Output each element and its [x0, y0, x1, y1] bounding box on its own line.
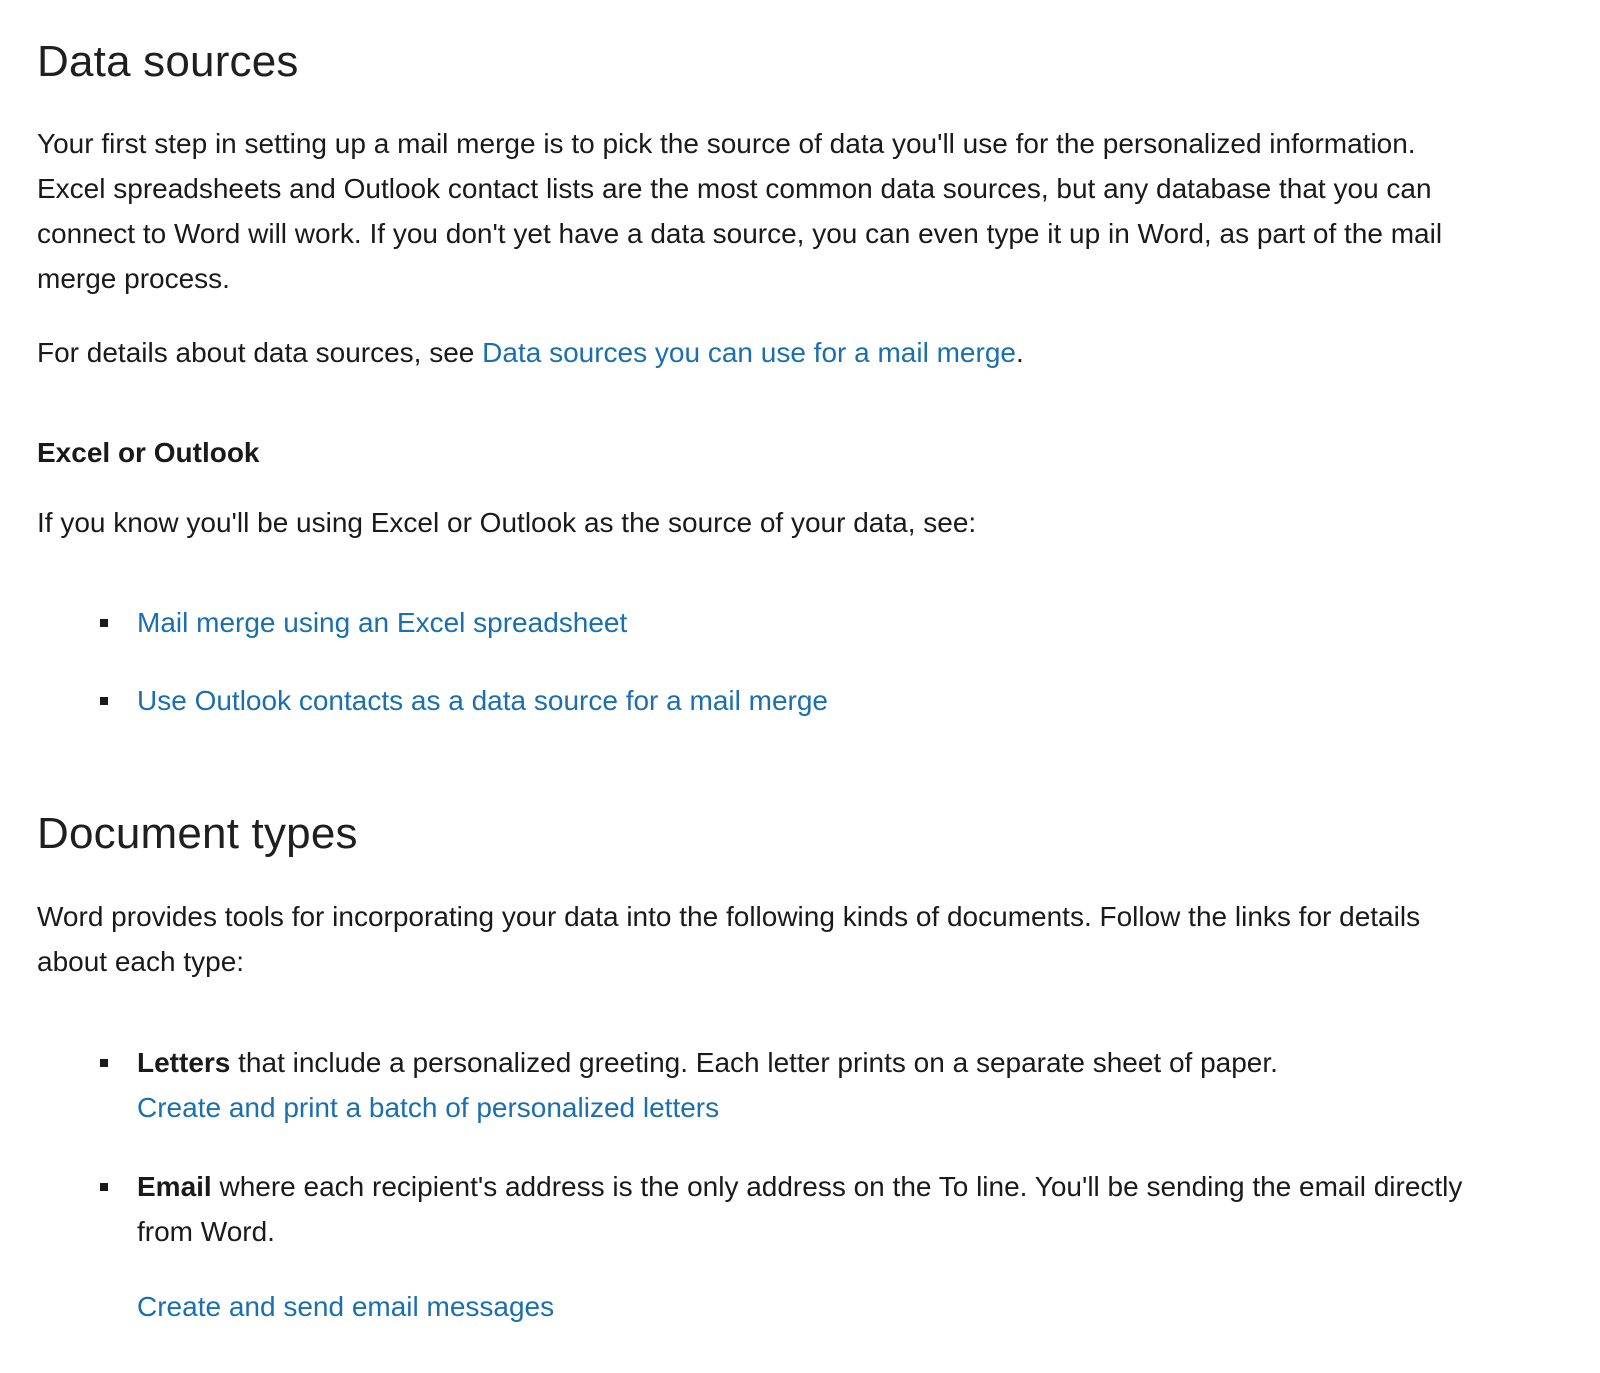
list-item	[100, 678, 1480, 723]
link-mail-merge-excel[interactable]: Mail merge using an Excel spreadsheet	[137, 607, 628, 638]
term-letters: Letters	[137, 1047, 231, 1078]
details-prefix-text: For details about data sources, see	[37, 337, 483, 368]
link-outlook-contacts-data-source[interactable]: Use Outlook contacts as a data source for a mail merge	[137, 685, 828, 716]
list-item-email	[100, 1164, 1480, 1329]
paragraph-data-sources-intro: Your first step in setting up a mail merge is to pick the source of data you'll use for the personalized information. Excel spreadsheets and Outlook contact lists are the most common data sources, but any database that you can connect to Word will work. If you don't yet have a data source, you can even type it up in Word, as part of the mail merge process.	[37, 128, 1443, 294]
list-item	[100, 600, 1480, 645]
paragraph-document-types-intro: Word provides tools for incorporating your data into the following kinds of documents. Follow the links for details about each type:	[37, 901, 1421, 977]
heading-document-types: Document types	[37, 809, 358, 858]
list-item-letters	[100, 1040, 1480, 1130]
description-letters: that include a personalized greeting. Each letter prints on a separate sheet of paper.	[230, 1047, 1278, 1078]
heading-excel-or-outlook: Excel or Outlook	[37, 437, 260, 468]
link-create-print-letters[interactable]: Create and print a batch of personalized letters	[137, 1092, 720, 1123]
list-data-source-links	[100, 600, 1480, 756]
list-document-types	[100, 1040, 1480, 1329]
heading-data-sources: Data sources	[37, 37, 299, 86]
paragraph-data-sources-details	[37, 330, 1477, 375]
link-data-sources-for-mail-merge[interactable]: Data sources you can use for a mail merge	[482, 337, 1016, 368]
description-email: where each recipient's address is the only address on the To line. You'll be sending the email directly from Word.	[137, 1171, 1463, 1247]
details-suffix-text: .	[1015, 337, 1024, 368]
term-email: Email	[137, 1171, 212, 1202]
paragraph-excel-outlook-intro: If you know you'll be using Excel or Outlook as the source of your data, see:	[37, 507, 977, 538]
link-create-send-email[interactable]: Create and send email messages	[137, 1291, 555, 1322]
